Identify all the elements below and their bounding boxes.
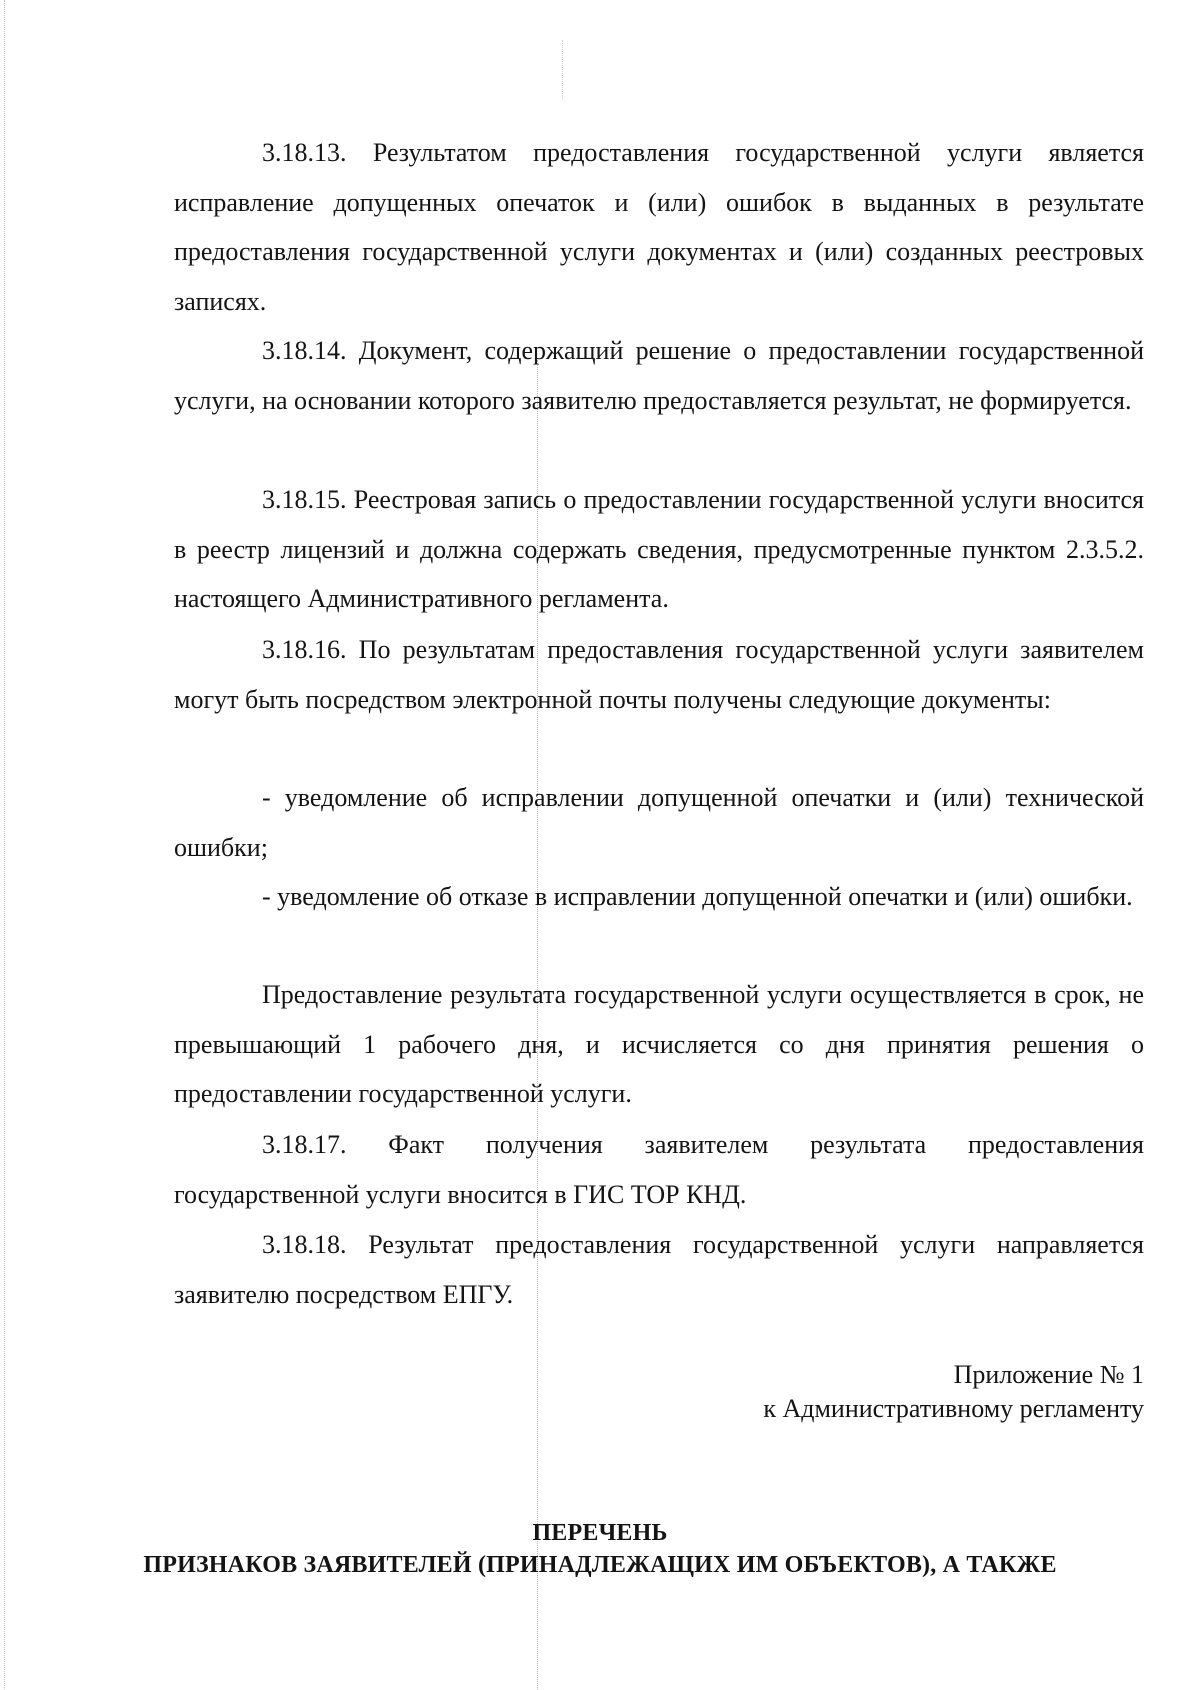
paragraph-3-18-13: 3.18.13. Результатом предоставления государственной услуги является исправление допущенных опечаток и (или) ошибок в выданных в результате предоставления государственной услуги документах и (или) созданных реестровых записях.: [174, 138, 1144, 316]
paragraph-3-18-18: 3.18.18. Результат предоставления государственной услуги направляется заявителю посредством ЕПГУ.: [174, 1230, 1144, 1309]
list-item-notice-correction: - уведомление об исправлении допущенной опечатки и (или) технической ошибки;: [174, 783, 1144, 862]
list-item-notice-refusal: - уведомление об отказе в исправлении допущенной опечатки и (или) ошибки.: [262, 882, 1133, 911]
paragraph-3-18-14: 3.18.14. Документ, содержащий решение о предоставлении государственной услуги, на основании которого заявителю предоставляется результат, не формируется.: [174, 336, 1144, 415]
appendix-number: Приложение № 1: [953, 1360, 1144, 1389]
scan-artifact-top: [562, 40, 563, 100]
scan-artifact-left: [4, 0, 5, 1690]
appendix-reference: [763, 1358, 1144, 1426]
paragraph-result-term: Предоставление результата государственной услуги осуществляется в срок, не превышающий 1 рабочего дня, и исчисляется со дня принятия решения о предоставлении государственной услуги.: [174, 980, 1144, 1108]
paragraph-3-18-15: 3.18.15. Реестровая запись о предоставлении государственной услуги вносится в реестр лицензий и должна содержать сведения, предусмотренные пунктом 2.3.5.2. настоящего Административного регламента.: [174, 485, 1144, 613]
paragraph-3-18-17: 3.18.17. Факт получения заявителем результата предоставления государственной услуги вносится в ГИС ТОР КНД.: [174, 1130, 1144, 1209]
heading-subtitle: ПРИЗНАКОВ ЗАЯВИТЕЛЕЙ (ПРИНАДЛЕЖАЩИХ ИМ ОБЪЕКТОВ), А ТАКЖЕ: [143, 1552, 1057, 1578]
appendix-regulation: к Административному регламенту: [763, 1394, 1144, 1423]
paragraph-3-18-16: 3.18.16. По результатам предоставления государственной услуги заявителем могут быть посредством электронной почты получены следующие документы:: [174, 635, 1144, 714]
heading-title: ПЕРЕЧЕНЬ: [532, 1520, 668, 1546]
